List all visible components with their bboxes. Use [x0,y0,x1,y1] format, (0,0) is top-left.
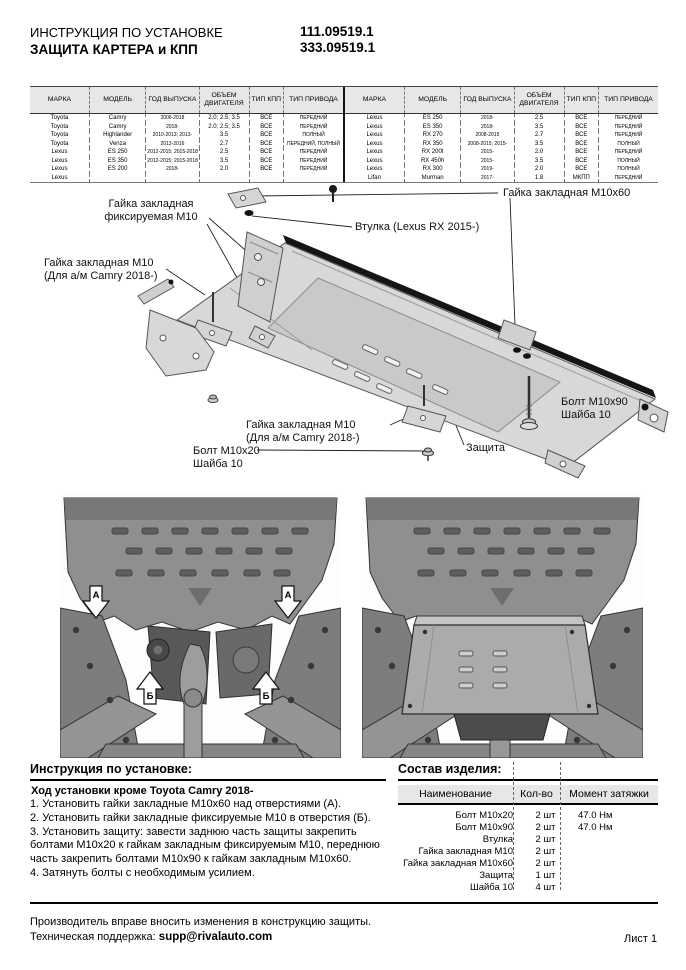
table-cell: ES 250 [89,148,145,157]
callout-line: Болт М10х20 [193,445,260,457]
table-cell: 2008-2015; 2015- [461,140,514,149]
bolt-m10x20-icon [423,448,434,461]
table-cell: Шайба 10 [469,882,513,893]
table-cell: ВСЕ [249,114,283,123]
column-header: Наименование [419,788,492,800]
table-cell: Toyota [30,114,89,123]
table-row [30,140,343,149]
table-cell: 2012-2015; 2015-2018 [147,149,198,155]
support-email: supp@rivalauto.com [158,931,273,943]
photo-underbody-before [60,492,341,758]
column-header: ГОД ВЫПУСКА [146,87,199,114]
column-header: МОДЕЛЬ [404,87,460,114]
table-cell: ВСЕ [564,157,598,166]
table-cell: Lexus [345,157,404,166]
document-title [30,24,223,58]
table-cell: 47.0 Нм [578,822,613,833]
table-row [398,870,676,882]
table-cell: ПЕРЕДНИЙ [299,149,328,155]
parts-list-section [398,762,658,894]
install-subheading: Ход установки кроме Toyota Camry 2018- [31,785,254,797]
table-cell: 2018- [146,123,199,132]
column-header: ТИП ПРИВОДА [599,87,659,114]
table-cell: RX 270 [404,131,460,140]
table-cell: Втулка [482,834,513,845]
marker-a-label: А [92,590,100,601]
callout-bolt-m10x20 [193,445,260,471]
engine-cover-shape [64,498,337,632]
table-row [398,810,676,822]
table-cell: ES 350 [89,157,145,166]
table-cell: 2015- [461,148,514,157]
callout-line: Гайка закладная М10 [246,419,356,431]
marker-b-label: Б [262,691,270,702]
table-row [30,131,343,140]
table-cell: Lexus [30,174,89,183]
title-line-1: ИНСТРУКЦИЯ ПО УСТАНОВКЕ [30,25,223,40]
table-cell: RX 300 [404,165,460,174]
table-cell: ВСЕ [249,140,283,149]
table-cell: Venza [89,140,145,149]
table-row [345,123,658,132]
table-cell: ВСЕ [564,131,598,140]
support-label: Техническая поддержка: [30,931,156,943]
part-number-1: 111.09519.1 [300,24,374,39]
callout-line: Гайка закладная М10 [44,257,154,269]
table-row [30,165,343,174]
table-cell: 2.0; 2.5; 3.5 [199,114,249,123]
table-row [345,148,658,157]
manufacturer-note: Производитель вправе вносить изменения в конструкцию защиты. [30,916,372,928]
table-cell: ПЕРЕДНИЙ [299,123,328,130]
table-cell: Lexus [345,123,404,132]
table-cell: RX 350 [404,140,460,149]
table-row [345,165,658,174]
callout-line: Гайка закладная [108,198,194,210]
table-header-row [30,87,343,114]
table-cell [569,846,676,858]
callout-line: (Для а/м Camry 2018-) [44,270,158,282]
table-cell: 2 шт [535,846,556,857]
install-heading: Инструкция по установке: [30,762,192,776]
callout-line: Втулка (Lexus RX 2015-) [355,221,480,233]
divider [30,779,386,781]
table-cell: 2.0 [514,148,564,157]
table-cell: ES 250 [404,114,460,123]
table-cell: 2 шт [535,858,556,869]
table-cell: Lexus [345,140,404,149]
table-cell: RX 200t [404,148,460,157]
table-cell: ПЕРЕДНИЙ [299,166,328,172]
parts-table-header [398,785,658,805]
install-step: 1. Установить гайки закладные М10х60 над отверстиями (А). [30,798,342,810]
table-row [30,157,343,166]
table-cell: Camry [89,114,145,123]
callout-line: Болт М10х90 [561,396,628,408]
column-header: ОБЪЕМ ДВИГАТЕЛЯ [514,87,564,114]
table-cell: 2008-2015 [461,131,514,140]
table-cell: 1.8 [514,174,564,183]
callout-line: (Для а/м Camry 2018-) [246,432,360,444]
callout-line: Гайка закладная М10х60 [503,187,631,199]
table-cell [569,834,676,846]
callout-line: Шайба 10 [193,458,243,470]
install-step: 2. Установить гайки закладные фиксируемые М10 в отверстия (Б). [30,811,371,824]
table-cell: 3.5 [199,157,249,166]
table-cell: 2.0; 2.5; 3.5 [199,123,249,132]
column-header: ТИП КПП [249,87,283,114]
callout-nut-m10 [44,257,158,283]
table-cell: 2.7 [199,140,249,149]
parts-table [398,810,676,894]
table-cell: 2.5 [199,148,249,157]
table-cell: Lexus [30,157,89,166]
table-cell: ES 200 [89,165,145,174]
column-header: Кол-во [520,788,553,800]
part-number-2: 333.09519.1 [300,40,376,55]
callout-bolt-m10x90 [561,396,628,422]
table-cell: RX 450h [404,157,460,166]
callout-line: Защита [466,442,505,454]
table-cell: Lexus [345,165,404,174]
column-separator [513,762,514,890]
table-cell: ВСЕ [564,148,598,157]
table-cell: 2006-2018 [146,114,199,123]
table-cell: ПОЛНЫЙ [617,157,640,164]
table-cell: ВСЕ [564,140,598,149]
callout-nut-m10-bottom [246,419,360,445]
table-row [398,858,676,870]
support-line [30,931,272,943]
table-cell: 2018- [146,165,199,174]
table-cell: ВСЕ [564,114,598,123]
table-cell: 2.0 [514,165,564,174]
column-header: МАРКА [30,87,89,114]
table-cell: ПЕРЕДНИЙ [614,132,643,138]
table-cell: 2 шт [535,822,556,833]
table-cell: 2015- [461,157,514,166]
table-cell: ПОЛНЫЙ [617,166,640,172]
table-cell: 2 шт [535,834,556,845]
table-cell: Toyota [30,131,89,140]
table-row [398,822,676,834]
table-cell: Lexus [345,148,404,157]
install-step: 3. Установить защиту: завести заднюю часть защиты закрепить болтами М10х20 к гайкам закладным фиксируемым М10, переднюю часть закрепить болтами М10х90 к гайкам закладным М10х60. [30,825,380,866]
table-cell: 2018- [461,114,514,123]
table-row [30,123,343,132]
callout-nut-fixed [92,198,210,224]
fitment-tables [30,86,658,183]
callout-line: фиксируемая М10 [104,211,198,223]
table-cell: Гайка закладная М10 [418,846,513,857]
table-cell: 2019- [461,165,514,174]
table-cell: ВСЕ [249,131,283,140]
table-row [30,114,343,123]
table-cell: ПЕРЕДНИЙ [614,115,643,121]
table-cell: ПОЛНЫЙ [302,132,325,138]
column-header: МОДЕЛЬ [89,87,145,114]
table-cell: 2017- [461,174,514,183]
table-cell: Болт М10х90 [455,822,513,833]
table-cell: 2.5 [514,114,564,123]
table-cell: Lexus [345,131,404,140]
table-row [345,157,658,166]
column-header: ТИП ПРИВОДА [284,87,344,114]
title-line-2: ЗАЩИТА КАРТЕРА и КПП [30,42,198,57]
column-header: МАРКА [345,87,404,114]
column-header: ТИП КПП [564,87,598,114]
part-numbers [300,24,375,56]
table-header-row [345,87,658,114]
callout-shield [466,442,505,455]
table-cell: 3.5 [514,140,564,149]
table-row [398,846,676,858]
parts-heading: Состав изделия: [398,762,502,776]
table-cell: 1 шт [535,870,556,881]
column-header: ГОД ВЫПУСКА [461,87,514,114]
table-cell [569,858,676,870]
table-cell: ПЕРЕДНИЙ [614,123,643,130]
table-cell: Гайка закладная М10х60 [403,858,513,869]
sheet-number: Лист 1 [624,933,658,945]
table-cell: Lifan [345,174,404,183]
marker-a-label: А [284,590,292,601]
table-cell: ПЕРЕДНИЙ [614,174,643,181]
table-cell: ПЕРЕДНИЙ [299,115,328,121]
fitment-table-right [345,87,658,182]
table-cell [569,870,676,882]
table-row [398,834,676,846]
divider [30,902,658,904]
table-cell: 2013-2016 [146,140,199,149]
table-cell: 4 шт [535,882,556,893]
photo-underbody-after [362,492,643,758]
table-cell: 2018- [461,123,514,132]
table-cell: Toyota [30,140,89,149]
table-row [345,140,658,149]
table-cell: ВСЕ [249,157,283,166]
table-cell: 3.5 [514,123,564,132]
table-cell: МКПП [564,174,598,183]
table-cell: Lexus [30,148,89,157]
install-instructions-section [30,762,386,881]
table-row [30,148,343,157]
table-cell: Camry [89,123,145,132]
table-row [398,882,676,894]
table-cell: Болт М10х20 [455,810,513,821]
table-cell: 2012-2015; 2015-2018 [147,157,198,164]
column-header: ОБЪЕМ ДВИГАТЕЛЯ [199,87,249,114]
table-cell: 3.5 [199,131,249,140]
callout-bushing [355,221,479,234]
table-cell: Murman [404,174,460,183]
column-header: Момент затяжки [569,788,649,800]
engine-cover-shape [366,498,639,632]
table-cell: Highlander [89,131,145,140]
table-cell: Защита [479,870,513,881]
table-cell: 2 шт [535,810,556,821]
column-separator [560,762,561,890]
divider [398,779,658,781]
table-cell: 3.5 [514,157,564,166]
fitment-table-left [30,87,343,182]
table-cell: ВСЕ [249,165,283,174]
table-cell: Lexus [345,114,404,123]
table-cell: ВСЕ [564,123,598,132]
table-cell: Lexus [30,165,89,174]
table-cell: 2.7 [514,131,564,140]
table-cell: ВСЕ [564,165,598,174]
marker-b-label: Б [146,691,154,702]
table-row [345,131,658,140]
table-cell: Toyota [30,123,89,132]
table-cell: ПЕРЕДНИЙ [299,157,328,164]
table-cell: 47.0 Нм [578,810,613,821]
table-cell: 2010-2013; 2013- [146,131,199,140]
callout-nut-m10x60 [503,187,630,200]
callout-line: Шайба 10 [561,409,611,421]
table-cell: ПЕРЕДНИЙ [614,149,643,155]
table-cell: ES 350 [404,123,460,132]
install-step: 4. Затянуть болты с необходимым усилием. [30,866,255,879]
table-cell: 2.0 [199,165,249,174]
table-row [345,114,658,123]
table-cell: ПЕРЕДНИЙ, ПОЛНЫЙ [287,140,340,147]
table-cell: ВСЕ [249,148,283,157]
table-cell: ПОЛНЫЙ [617,140,640,147]
bushing-part [228,185,337,216]
table-cell [569,882,676,894]
table-cell: ВСЕ [249,123,283,132]
